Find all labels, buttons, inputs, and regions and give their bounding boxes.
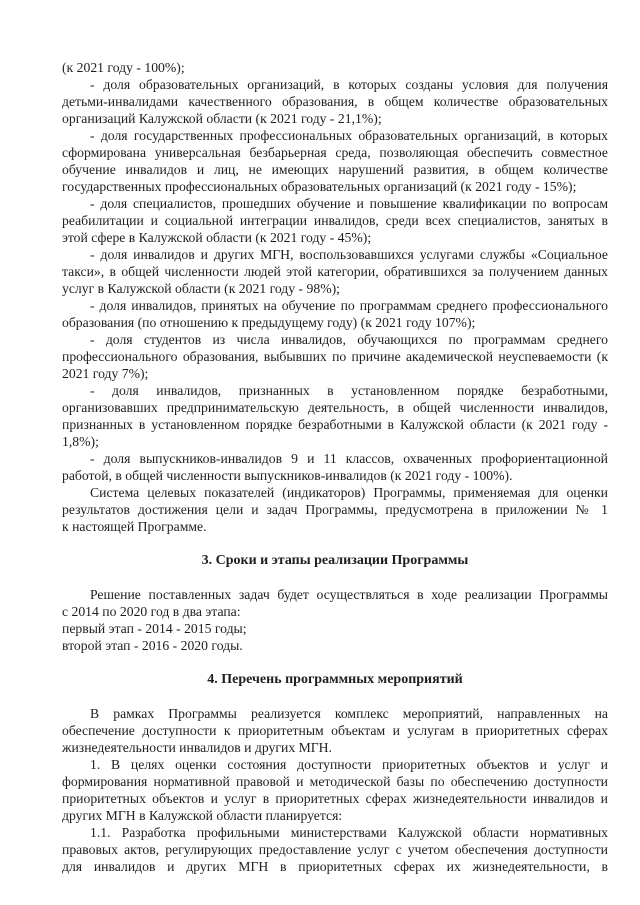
text-line: детьми-инвалидами качественного образования, в общем количестве образовательных (62, 94, 608, 109)
text-line: других МГН в Калужской области планируется: (62, 808, 343, 823)
text-line: такси», в общей численности людей этой категории, обратившихся за получением данных (62, 264, 608, 279)
section-heading: 4. Перечень программных мероприятий (207, 672, 463, 687)
text-line: второй этап - 2016 - 2020 годы. (62, 638, 243, 653)
text-line: для инвалидов и других МГН в приоритетных сферах их жизнедеятельности, в (62, 859, 608, 874)
text-line: этой сфере в Калужской области (к 2021 году - 45%); (62, 230, 372, 245)
text-line: Система целевых показателей (индикаторов) Программы, применяемая для оценки (90, 485, 608, 500)
text-line: с 2014 по 2020 год в два этапа: (62, 604, 241, 619)
text-line: к настоящей Программе. (62, 519, 207, 534)
text-line: (к 2021 году - 100%); (62, 60, 185, 75)
text-line: - доля специалистов, прошедших обучение и повышение квалификации по вопросам (90, 196, 608, 211)
text-line: организовавших предпринимательскую деятельность, в общей численности инвалидов, (62, 400, 608, 415)
text-line: профессионального образования, выбывших по причине академической неуспеваемости (к (62, 349, 608, 364)
text-line: образования (по отношению к предыдущему году) (к 2021 году 107%); (62, 315, 476, 330)
text-line: правовых актов, регулирующих предоставление услуг с учетом обеспечения доступности (62, 842, 608, 857)
text-line: реабилитации и социальной интеграции инвалидов, среди всех специалистов, занятых в (62, 213, 608, 228)
text-line: - доля инвалидов, принятых на обучение по программам среднего профессионального (90, 298, 608, 313)
text-line: первый этап - 2014 - 2015 годы; (62, 621, 247, 636)
text-line: 1,8%); (62, 434, 99, 449)
text-line: 1. В целях оценки состояния доступности приоритетных объектов и услуг и (90, 757, 608, 772)
text-line: работой, в общей численности выпускников-инвалидов (к 2021 году - 100%). (62, 468, 513, 483)
section-heading: 3. Сроки и этапы реализации Программы (201, 553, 469, 568)
text-line: обеспечение доступности к приоритетным объектам и услугам в приоритетных сферах (62, 723, 608, 738)
text-line: - доля государственных профессиональных образовательных организаций, в которых (90, 128, 608, 143)
text-line: результатов достижения цели и задач Программы, предусмотрена в приложении № 1 (62, 502, 608, 517)
text-line: формирования нормативной правовой и методической базы по обеспечению доступности (62, 774, 608, 789)
text-line: - доля инвалидов, признанных в установленном порядке безработными, (90, 383, 608, 398)
text-line: обучение инвалидов и лиц, не имеющих нарушений развития, в общем количестве (62, 162, 608, 177)
text-line: услуг в Калужской области (к 2021 году - 98%); (62, 281, 340, 296)
text-line: 1.1. Разработка профильными министерствами Калужской области нормативных (90, 825, 608, 840)
text-line: сформирована универсальная безбарьерная среда, позволяющая обеспечить совместное (62, 145, 608, 160)
text-line: - доля выпускников-инвалидов 9 и 11 классов, охваченных профориентационной (90, 451, 608, 466)
text-line: признанных в установленном порядке безработными в Калужской области (к 2021 году - (62, 417, 608, 432)
text-line: В рамках Программы реализуется комплекс мероприятий, направленных на (90, 706, 608, 721)
text-line: - доля инвалидов и других МГН, воспользовавшихся услугами службы «Социальное (90, 247, 608, 262)
text-line: 2021 году 7%); (62, 366, 149, 381)
text-line: - доля студентов из числа инвалидов, обучающихся по программам среднего (90, 332, 608, 347)
text-line: - доля образовательных организаций, в которых созданы условия для получения (90, 77, 608, 92)
text-line: приоритетных объектов и услуг в приоритетных сферах жизнедеятельности инвалидов и (62, 791, 608, 806)
text-line: жизнедеятельности инвалидов и других МГН. (62, 740, 332, 755)
text-line: государственных профессиональных образовательных организаций (к 2021 году - 15%); (62, 179, 577, 194)
text-line: Решение поставленных задач будет осуществляться в ходе реализации Программы (90, 587, 608, 602)
text-line: организаций Калужской области (к 2021 году - 21,1%); (62, 111, 382, 126)
